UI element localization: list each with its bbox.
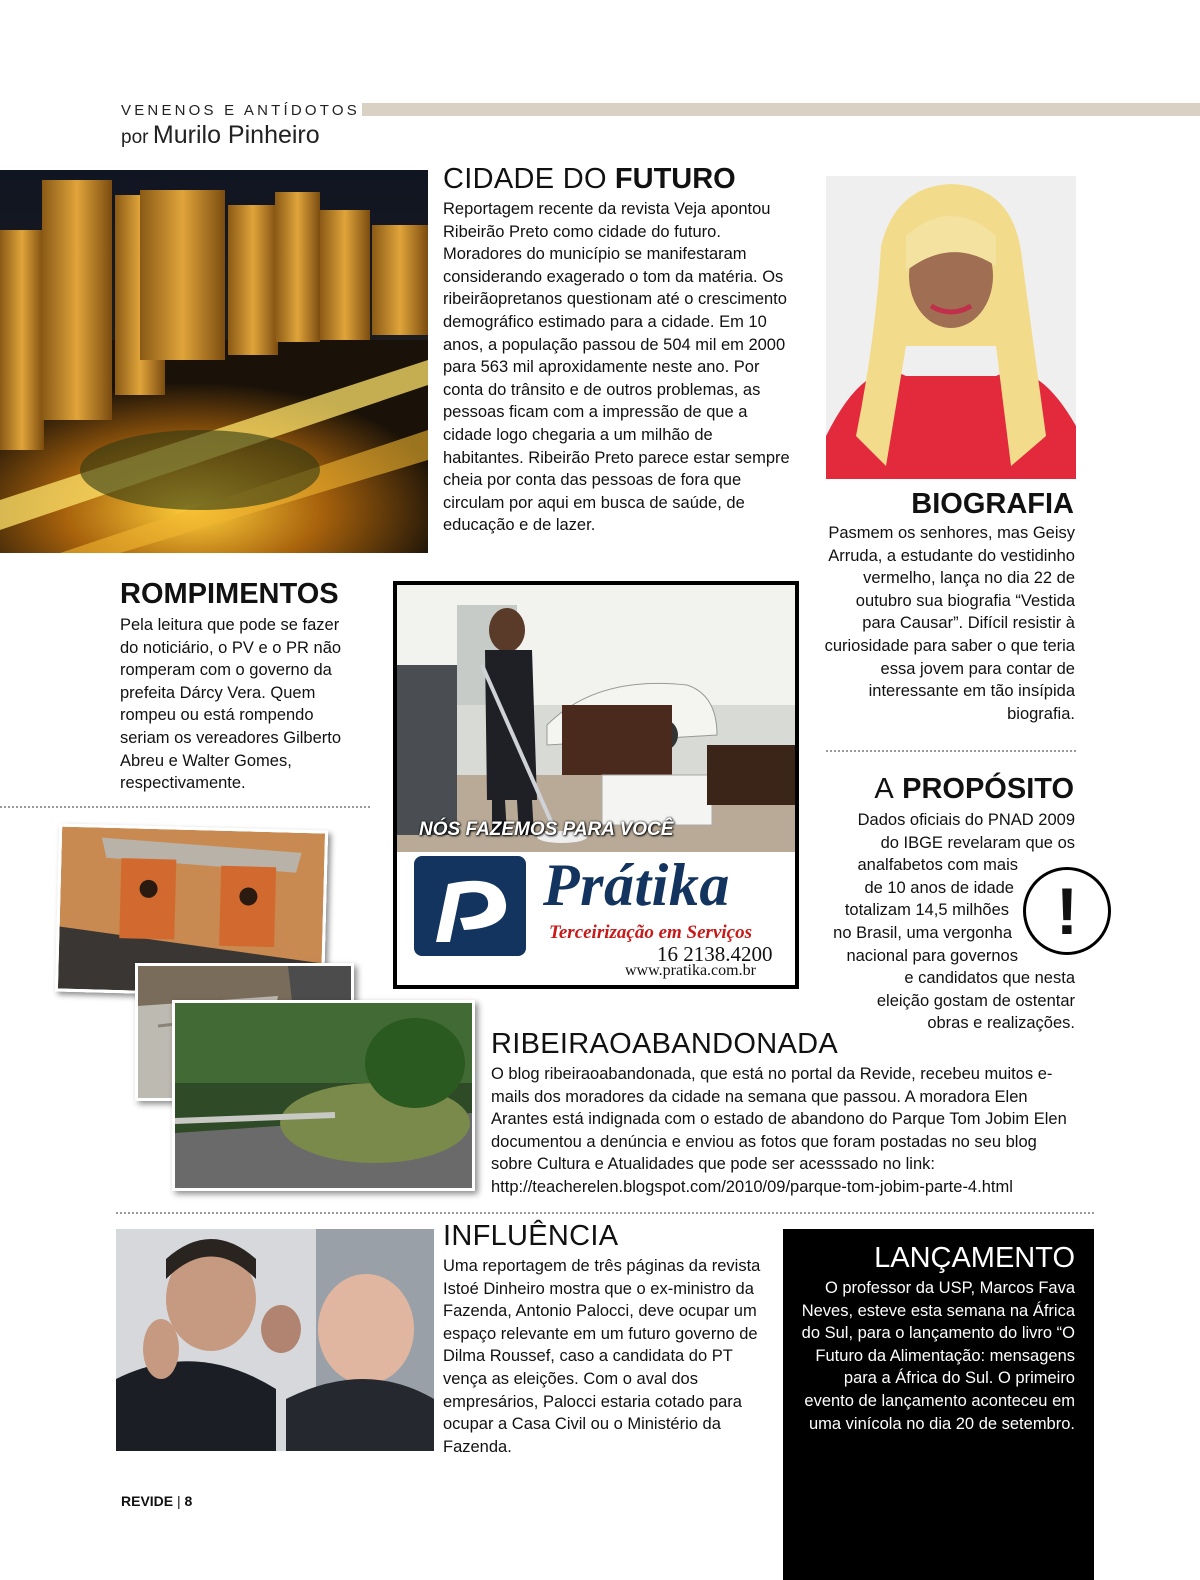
- proposito-title: [826, 773, 1074, 806]
- biografia-title: BIOGRAFIA: [911, 488, 1074, 520]
- proposito-line: obras e realizações.: [927, 1014, 1075, 1033]
- proposito-line: Dados oficiais do PNAD 2009: [857, 811, 1075, 829]
- byline-prefix: por: [121, 127, 149, 148]
- pratika-url[interactable]: www.pratika.com.br: [625, 962, 756, 979]
- proposito-line: eleição gostam de ostentar: [876, 991, 1075, 1010]
- section-label: VENENOS E ANTÍDOTOS: [121, 102, 360, 119]
- cidade-title: [443, 163, 736, 196]
- footer-page-number: 8: [184, 1493, 193, 1509]
- footer-folio: [121, 1493, 192, 1509]
- byline: [121, 121, 320, 150]
- geisy-portrait-photo: [826, 176, 1076, 479]
- header-bar: [362, 103, 1200, 116]
- byline-author: Murilo Pinheiro: [152, 121, 320, 149]
- pratika-brand: Prátika: [543, 852, 730, 918]
- proposito-line: nacional para governos: [846, 946, 1018, 965]
- rompimentos-text: Pela leitura que pode se fazer do noticiário, o PV e o PR não romperam com o governo da prefeita Dárcy Vera. Quem rompeu ou está rompendo seriam os vereadores Gilberto Abreu e Walter Gomes, respectivamente.: [120, 616, 342, 793]
- exclamation-icon: !: [1023, 867, 1111, 955]
- rompimentos-title: ROMPIMENTOS: [120, 578, 339, 610]
- pratika-tagline: Terceirização em Serviços: [549, 922, 752, 943]
- biografia-text: Pasmem os senhores, mas Geisy Arruda, a estudante do vestidinho vermelho, lança no dia 22 de outubro sua biografia “Vestida para Causar”. Difícil resistir à curiosidade para saber o que teria essa jovem para contar de interessante em tão insípida biografia.: [824, 524, 1075, 723]
- city-night-photo: [0, 170, 428, 553]
- park-photo-debris: [172, 1000, 475, 1191]
- ribeirao-title: RIBEIRAOABANDONADA: [491, 1028, 839, 1060]
- ribeirao-text: O blog ribeiraoabandonada, que está no portal da Revide, recebeu muitos e-mails dos moradores da cidade na semana que passou. A moradora Elen Arantes está indignada com o estado de abandono do Parque Tom Jobim Elen documentou a denúncia e enviou as fotos que foram postadas no seu blog sobre Cultura e Atualidades que pode ser acesssado no link: http://teacherelen.blogspot.com/2010/09/parque-tom-jobim-parte-4.html: [491, 1065, 1067, 1196]
- proposito-title-bold: PROPÓSITO: [902, 773, 1074, 805]
- proposito-line: do IBGE revelaram que os: [880, 833, 1075, 852]
- lancamento-text: O professor da USP, Marcos Fava Neves, esteve esta semana na África do Sul, para o lançamento do livro “O Futuro da Alimentação: mensagens para a África do Sul. O primeiro evento de lançamento aconteceu em uma vinícola no dia 20 de setembro.: [801, 1279, 1075, 1433]
- footer-magazine: REVIDE: [121, 1493, 174, 1509]
- cidade-title-bold: FUTURO: [614, 163, 736, 195]
- divider-rompimentos: [0, 806, 370, 808]
- cidade-title-thin: CIDADE DO: [443, 163, 607, 195]
- palocci-photo: [116, 1229, 434, 1451]
- divider-ribeirao: [116, 1212, 1094, 1214]
- proposito-title-thin: A: [874, 773, 895, 805]
- influencia-text: Uma reportagem de três páginas da revista Istoé Dinheiro mostra que o ex-ministro da Fazenda, Antonio Palocci, deve ocupar um espaço relevante em um futuro governo de Dilma Roussef, caso a candidata do PT vença as eleições. Com o aval dos empresários, Palocci estaria cotado para ocupar a Casa Civil ou o Ministério da Fazenda.: [443, 1257, 761, 1456]
- proposito-line: analfabetos com mais: [857, 856, 1018, 875]
- proposito-line: de 10 anos de idade: [864, 878, 1014, 897]
- ad-slogan: NÓS FAZEMOS PARA VOCÊ: [419, 819, 674, 840]
- footer-separator: |: [177, 1493, 181, 1509]
- ad-photo: [397, 585, 795, 852]
- divider-biografia: [826, 750, 1076, 752]
- pratika-phone: 16 2138.4200: [657, 942, 773, 966]
- proposito-line: no Brasil, uma vergonha: [833, 923, 1012, 942]
- influencia-title: INFLUÊNCIA: [443, 1220, 619, 1252]
- lancamento-title: LANÇAMENTO: [874, 1242, 1075, 1274]
- proposito-line: totalizam 14,5 milhões: [844, 901, 1009, 920]
- cidade-text: Reportagem recente da revista Veja apontou Ribeirão Preto como cidade do futuro. Moradores do município se manifestaram considerando exagerado o tom da matéria. Os ribeirãopretanos questionam até o crescimento demográfico estimado para a cidade. Em 10 anos, a população passou de 504 mil em 2000 para 563 mil aproxidamente neste ano. Por conta do trânsito e de outros problemas, as pessoas ficam com a impressão de que a cidade logo chegaria a um milhão de habitantes. Ribeirão Preto parece estar sempre cheia por conta das pessoas de fora que circulam por aqui em busca de saúde, de educação e de lazer.: [443, 200, 790, 535]
- pratika-ad: [393, 581, 799, 989]
- pratika-logo-mark: [414, 856, 526, 956]
- proposito-line: e candidatos que nesta: [904, 969, 1075, 988]
